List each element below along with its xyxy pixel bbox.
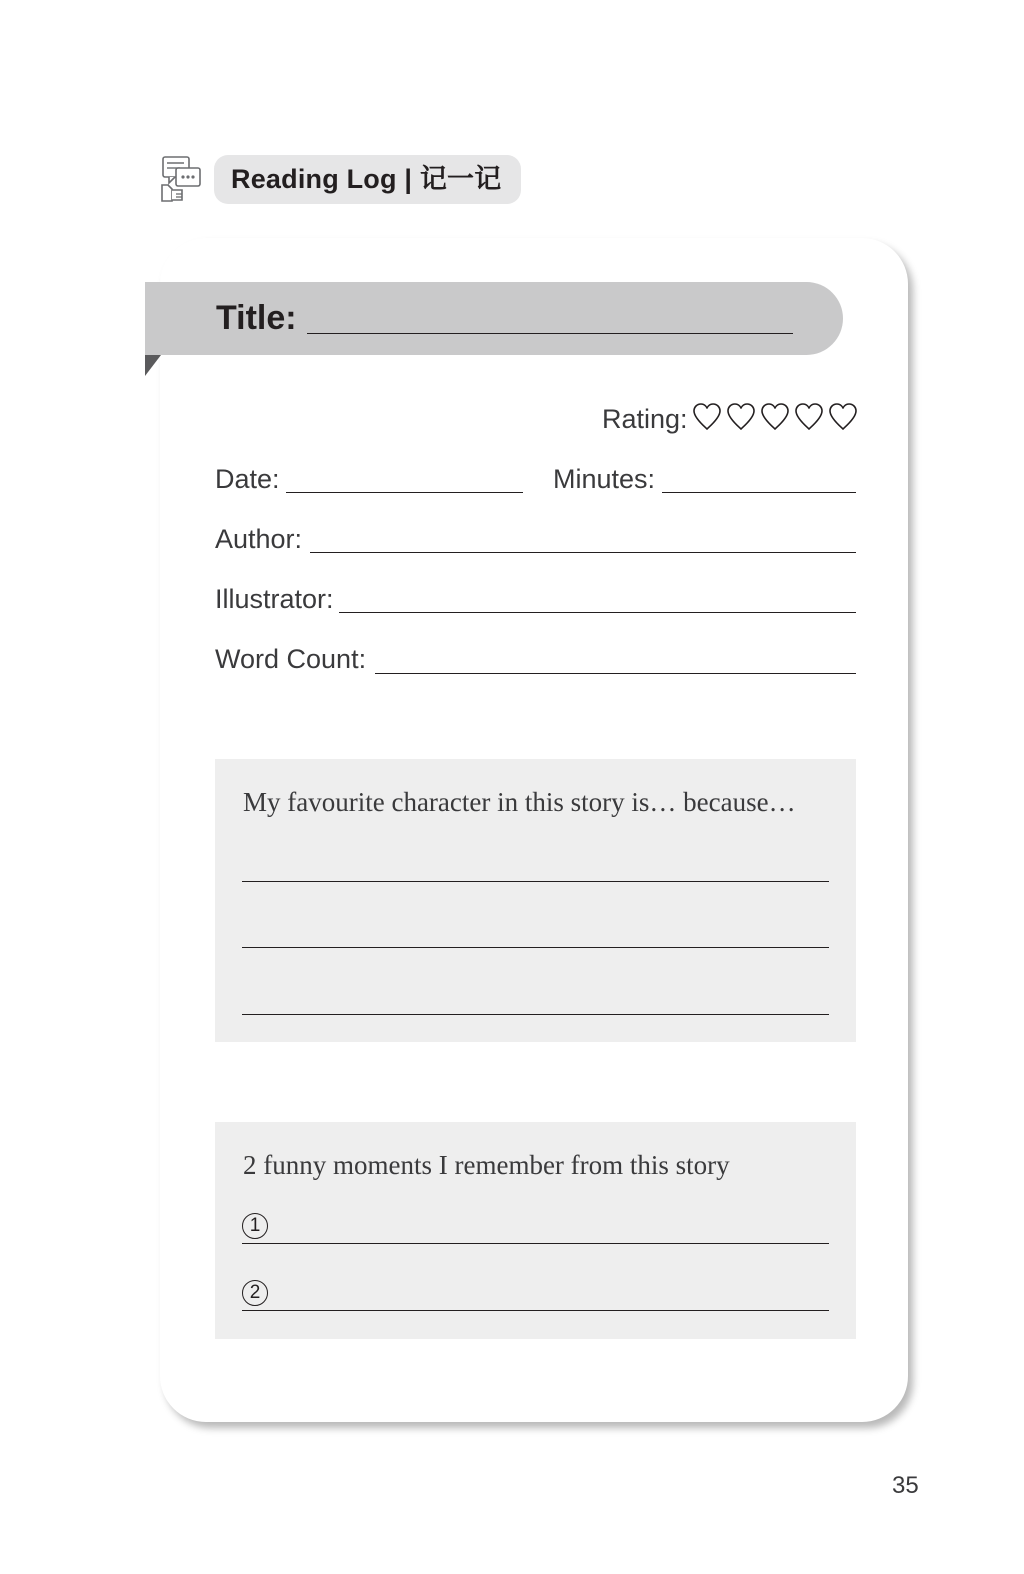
- favourite-character-prompt: My favourite character in this story is… because…: [243, 787, 796, 817]
- heart-icon[interactable]: [691, 402, 725, 432]
- word-count-input-line[interactable]: [375, 673, 856, 674]
- page-number: 35: [892, 1472, 919, 1499]
- minutes-input-line[interactable]: [662, 492, 856, 493]
- rating-label: Rating:: [602, 404, 688, 434]
- reading-log-icon: [160, 154, 204, 204]
- date-label: Date:: [215, 464, 280, 494]
- title-input-line[interactable]: [307, 333, 793, 334]
- illustrator-input-line[interactable]: [339, 612, 856, 613]
- funny-moments-prompt: 2 funny moments I remember from this story: [243, 1150, 730, 1180]
- funny-moment-number: 2: [242, 1280, 268, 1306]
- illustrator-label: Illustrator:: [215, 584, 334, 614]
- author-label: Author:: [215, 524, 303, 554]
- rating-hearts: [691, 402, 861, 432]
- title-band-fold: [145, 355, 161, 376]
- date-input-line[interactable]: [286, 492, 523, 493]
- heart-icon[interactable]: [827, 402, 861, 432]
- word-count-label: Word Count:: [215, 644, 367, 674]
- favourite-answer-line[interactable]: [242, 881, 829, 882]
- minutes-label: Minutes:: [553, 464, 656, 494]
- funny-moment-answer-line[interactable]: [242, 1310, 829, 1311]
- reading-log-badge: Reading Log | 记一记: [214, 155, 521, 204]
- funny-moment-number: 1: [242, 1213, 268, 1239]
- title-label: Title:: [216, 299, 297, 337]
- heart-icon[interactable]: [759, 402, 793, 432]
- favourite-answer-line[interactable]: [242, 1014, 829, 1015]
- heart-icon[interactable]: [793, 402, 827, 432]
- funny-moment-answer-line[interactable]: [242, 1243, 829, 1244]
- author-input-line[interactable]: [310, 552, 856, 553]
- favourite-answer-line[interactable]: [242, 947, 829, 948]
- heart-icon[interactable]: [725, 402, 759, 432]
